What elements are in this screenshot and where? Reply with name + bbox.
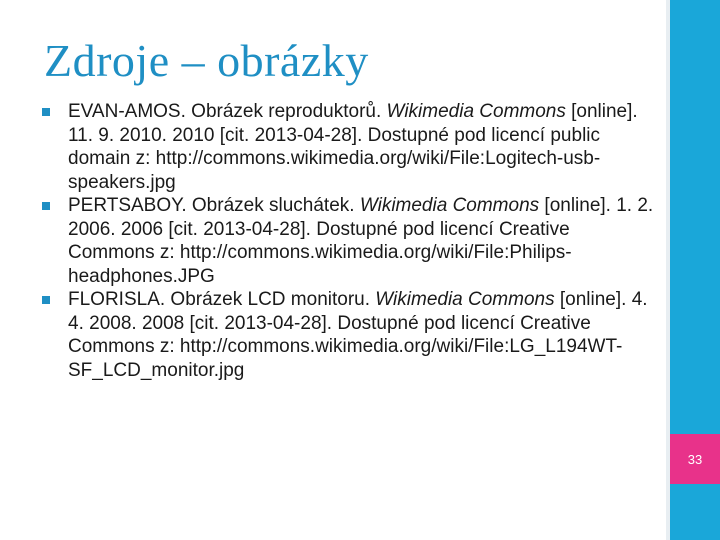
- reference-author: FLORISLA. Obrázek LCD monitoru.: [68, 289, 376, 310]
- page-number: 33: [687, 451, 703, 467]
- slide-title: Zdroje – obrázky: [44, 35, 369, 86]
- reference-text: [68, 194, 660, 288]
- reference-item: [40, 288, 660, 382]
- reference-item: [40, 194, 660, 288]
- bullet-icon: [42, 202, 50, 210]
- bullet-icon: [42, 108, 50, 116]
- reference-author: EVAN-AMOS. Obrázek reproduktorů.: [68, 101, 387, 122]
- reference-source: Wikimedia Commons: [375, 289, 555, 310]
- page-number-badge: [670, 434, 720, 484]
- reference-author: PERTSABOY. Obrázek sluchátek.: [68, 195, 360, 216]
- reference-details: [online]. 4. 4. 2008. 2008 [cit. 2013-04-28]. Dostupné pod licencí Creative Commons z: http://commons.wikimedia.org/wiki/File:LG_L194WT-SF_LCD_monitor.jpg: [68, 289, 648, 381]
- reference-text: [68, 100, 660, 194]
- reference-list: [40, 100, 660, 382]
- reference-source: Wikimedia Commons: [359, 195, 540, 216]
- reference-text: [68, 288, 660, 382]
- reference-source: Wikimedia Commons: [386, 101, 566, 122]
- reference-item: [40, 100, 660, 194]
- reference-details: [online]. 1. 2. 2006. 2006 [cit. 2013-04-28]. Dostupné pod licencí Creative Commons z: http://commons.wikimedia.org/wiki/File:Philips-headphones.JPG: [68, 195, 654, 287]
- reference-details: [online]. 11. 9. 2010. 2010 [cit. 2013-04-28]. Dostupné pod licencí public domain z: http://commons.wikimedia.org/wiki/File:Logitech-usb-speakers.jpg: [68, 101, 638, 193]
- bullet-icon: [42, 296, 50, 304]
